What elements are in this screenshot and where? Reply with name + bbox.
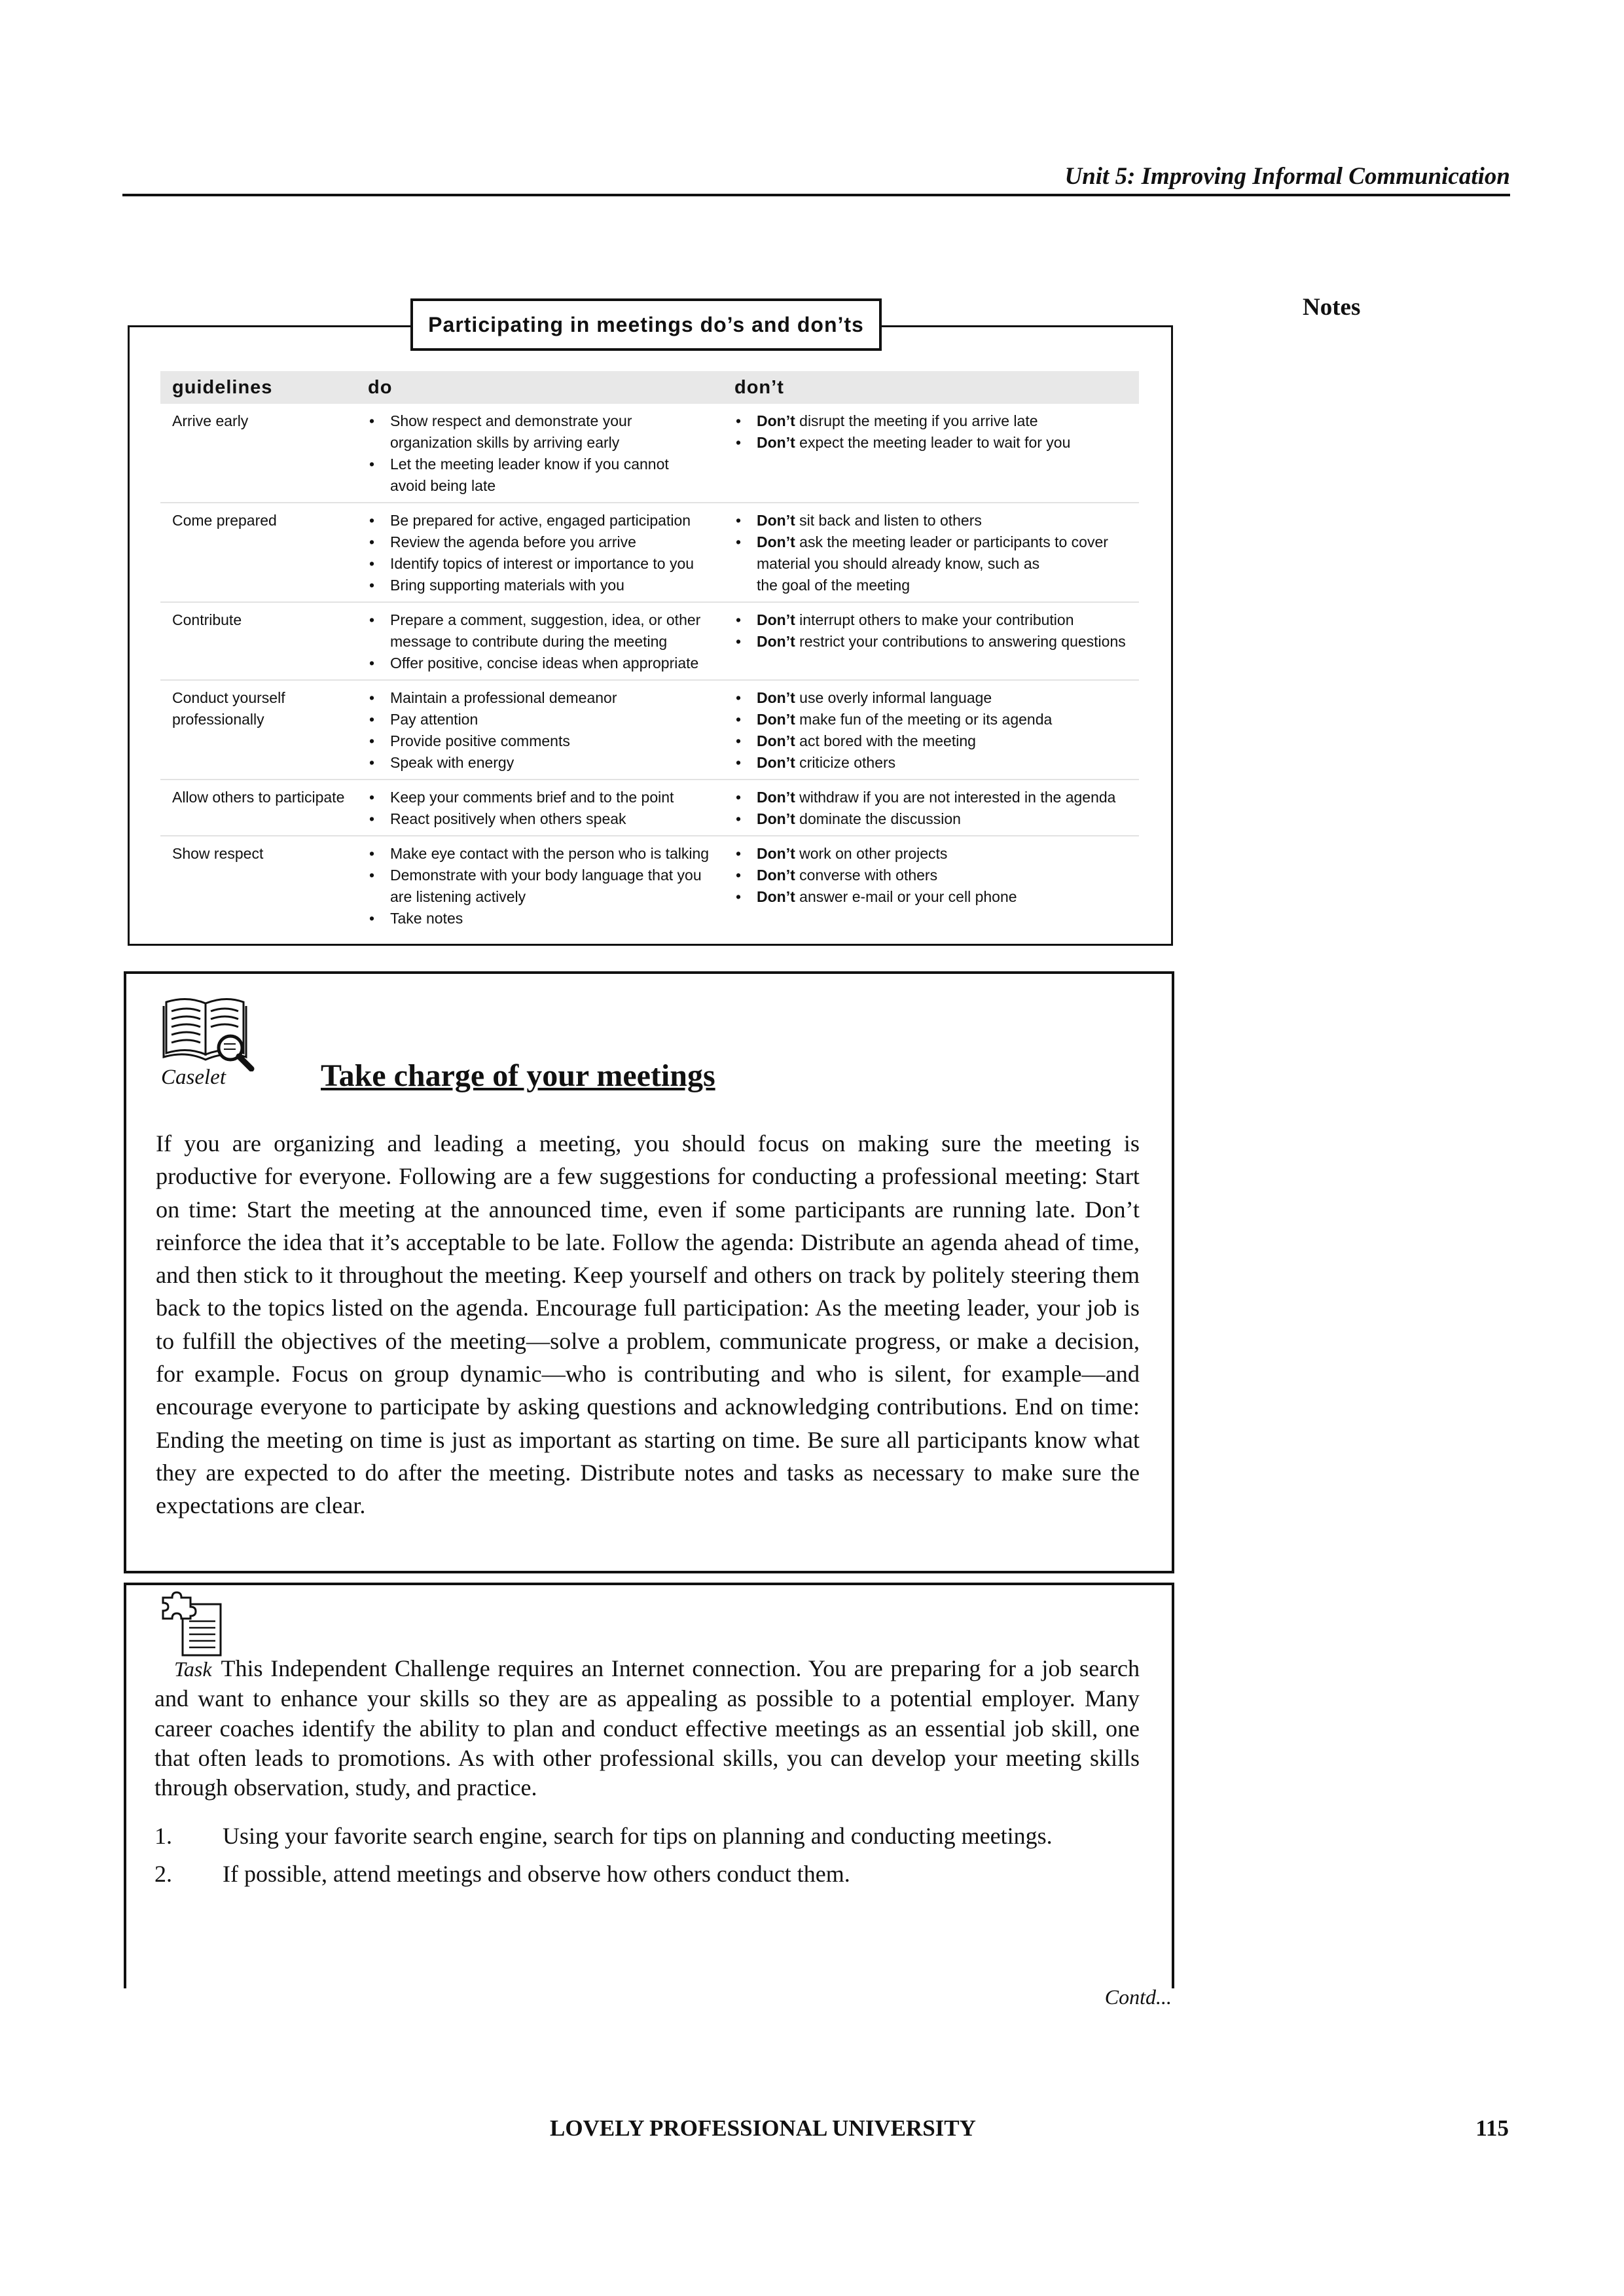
dont-item [734, 752, 1139, 774]
dont-item-text: use overly informal language [795, 689, 992, 706]
dont-cell [734, 787, 1139, 830]
dont-lead: Don’t [757, 867, 795, 884]
do-item-line: • Identify topics of interest or importance to you [390, 555, 695, 572]
task-label: Task [174, 1657, 212, 1681]
dont-item [734, 531, 1139, 596]
do-item-line: • Demonstrate with your body language that you [390, 867, 702, 884]
dont-item-text: make fun of the meeting or its agenda [795, 711, 1053, 728]
do-item [368, 575, 734, 596]
do-item-line: • Provide positive comments [390, 732, 570, 749]
dont-item-line [757, 609, 1139, 631]
do-cell [368, 410, 734, 497]
do-cell [368, 510, 734, 596]
do-item-line: are listening actively [390, 888, 526, 905]
do-item [368, 531, 734, 553]
column-header-dont: don’t [734, 376, 784, 398]
do-item-line: • Prepare a comment, suggestion, idea, or other [390, 611, 701, 628]
do-item-line: • Pay attention [390, 711, 478, 728]
book-magnifier-icon [162, 992, 255, 1071]
dont-lead: Don’t [757, 412, 795, 429]
dont-cell [734, 609, 1139, 674]
do-item [368, 709, 734, 730]
table-row [160, 780, 1139, 836]
dont-lead: Don’t [757, 888, 795, 905]
dont-item-text: withdraw if you are not interested in the agenda [795, 789, 1116, 806]
dont-item [734, 865, 1139, 886]
do-item-line: • Keep your comments brief and to the point [390, 789, 674, 806]
dont-item-line [757, 510, 1139, 531]
table-body [160, 404, 1139, 935]
dont-item [734, 510, 1139, 531]
do-item [368, 787, 734, 808]
notes-margin-label: Notes [1303, 294, 1361, 321]
do-item [368, 687, 734, 709]
dont-lead: Don’t [757, 845, 795, 862]
guideline-text: Contribute [172, 611, 242, 628]
dont-item [734, 709, 1139, 730]
dont-item [734, 432, 1139, 454]
do-item [368, 510, 734, 531]
do-item [368, 752, 734, 774]
task-item-number: 2. [154, 1861, 172, 1888]
dont-item-text: expect the meeting leader to wait for you [795, 434, 1071, 451]
dont-item-line [757, 752, 1139, 774]
guidelines-table [160, 371, 1139, 935]
dont-lead: Don’t [757, 732, 795, 749]
do-item-line: organization skills by arriving early [390, 434, 620, 451]
header-rule [122, 194, 1510, 196]
dont-cell [734, 410, 1139, 497]
dont-item [734, 886, 1139, 908]
dont-item-line [757, 886, 1139, 908]
dont-item-text: restrict your contributions to answering questions [795, 633, 1126, 650]
dont-lead: Don’t [757, 611, 795, 628]
do-item-line: • Review the agenda before you arrive [390, 533, 636, 550]
dont-item-text: ask the meeting leader or participants to cover [795, 533, 1108, 550]
do-item-line: • Show respect and demonstrate your [390, 412, 632, 429]
guideline-cell [160, 843, 368, 929]
guideline-text: Show respect [172, 845, 264, 862]
task-intro-paragraph [154, 1654, 1140, 1803]
running-header: Unit 5: Improving Informal Communication [1064, 163, 1510, 190]
dont-item-line [757, 410, 1139, 432]
task-list-item [154, 1820, 1140, 1852]
page-number: 115 [1475, 2115, 1509, 2141]
do-item-line: • Make eye contact with the person who is talking [390, 845, 710, 862]
dont-item-text: converse with others [795, 867, 938, 884]
do-item-line: • Speak with energy [390, 754, 514, 771]
table-header-row [160, 371, 1139, 404]
dont-item [734, 631, 1139, 653]
do-cell [368, 609, 734, 674]
caselet-body: If you are organizing and leading a meeting, you should focus on making sure the meeting is productive for everyone. Following are a few suggestions for conducting a professional meeting: Start on time: Start the meeting at the announced time, even if some participants are running late. Don’t reinforce the idea that it’s acceptable to be late. Follow the agenda: Distribute an agenda ahead of time, and then stick to it throughout the meeting. Keep yourself and others on track by politely steering them back to the topics listed on the agenda. Encourage full participation: As the meeting leader, your job is to fulfill the objectives of the meeting—solve a problem, communicate progress, or make a decision, for example. Focus on group dynamic—who is contributing and who is silent, for example—and encourage everyone to participate by asking questions and acknowledging contributions. End on time: Ending the meeting on time is just as important as starting on time. Be sure all participants know what they are expected to do after the meeting. Distribute notes and tasks as necessary to make sure the expectations are clear. [156, 1130, 1140, 1519]
do-item [368, 865, 734, 908]
guideline-text: Come prepared [172, 512, 277, 529]
do-item [368, 410, 734, 454]
dont-item-line [757, 687, 1139, 709]
dont-item-line [757, 709, 1139, 730]
do-item [368, 653, 734, 674]
do-item-line: • Take notes [390, 910, 463, 927]
do-item-line: • React positively when others speak [390, 810, 626, 827]
do-item [368, 843, 734, 865]
dont-lead: Don’t [757, 689, 795, 706]
do-item-line: • Offer positive, concise ideas when appropriate [390, 655, 699, 672]
dont-lead: Don’t [757, 810, 795, 827]
caselet-label: Caselet [161, 1066, 226, 1089]
dont-lead: Don’t [757, 434, 795, 451]
guideline-cell [160, 410, 368, 497]
do-cell [368, 843, 734, 929]
guideline-text: professionally [172, 711, 264, 728]
footer-university: LOVELY PROFESSIONAL UNIVERSITY [550, 2115, 976, 2141]
task-body [154, 1654, 1140, 1890]
dont-lead: Don’t [757, 533, 795, 550]
task-item-text: If possible, attend meetings and observe how others conduct them. [223, 1861, 850, 1888]
dont-item-line [757, 432, 1139, 454]
guideline-cell [160, 687, 368, 774]
do-item-line: • Let the meeting leader know if you cannot [390, 456, 669, 473]
guideline-cell [160, 510, 368, 596]
dont-item-text: the goal of the meeting [757, 577, 910, 594]
continued-note: Contd... [1104, 1985, 1172, 2009]
dont-item-line [757, 531, 1139, 553]
dont-cell [734, 843, 1139, 929]
dont-lead: Don’t [757, 512, 795, 529]
dont-item-text: work on other projects [795, 845, 948, 862]
dont-item-text: disrupt the meeting if you arrive late [795, 412, 1038, 429]
dont-item-text: act bored with the meeting [795, 732, 976, 749]
do-item [368, 609, 734, 653]
do-item [368, 553, 734, 575]
do-cell [368, 787, 734, 830]
dont-item-text: interrupt others to make your contribution [795, 611, 1074, 628]
task-list-item [154, 1857, 1140, 1890]
do-item [368, 808, 734, 830]
dont-item-text: material you should already know, such as [757, 555, 1040, 572]
table-row [160, 503, 1139, 603]
dont-item-line [757, 865, 1139, 886]
puzzle-document-icon [160, 1591, 226, 1658]
column-header-do: do [368, 376, 393, 398]
do-item [368, 908, 734, 929]
do-item-line: • Be prepared for active, engaged participation [390, 512, 691, 529]
dont-cell [734, 510, 1139, 596]
dont-lead: Don’t [757, 711, 795, 728]
dont-item [734, 843, 1139, 865]
dont-lead: Don’t [757, 789, 795, 806]
do-cell [368, 687, 734, 774]
dont-item [734, 730, 1139, 752]
table-row [160, 836, 1139, 935]
table-row [160, 404, 1139, 503]
column-header-guidelines: guidelines [172, 376, 273, 398]
dont-item [734, 787, 1139, 808]
table-row [160, 603, 1139, 681]
guideline-cell [160, 609, 368, 674]
dont-item [734, 687, 1139, 709]
dont-item-text: criticize others [795, 754, 896, 771]
guidelines-table-title: Participating in meetings do’s and don’ts [410, 298, 882, 351]
caselet-title: Take charge of your meetings [321, 1058, 715, 1093]
do-item-line: avoid being late [390, 477, 496, 494]
guideline-text: Allow others to participate [172, 789, 345, 806]
dont-item-line [757, 553, 1139, 575]
guideline-text: Conduct yourself [172, 689, 285, 706]
task-item-number: 1. [154, 1823, 172, 1850]
task-intro-text: This Independent Challenge requires an Internet connection. You are preparing for a job search and want to enhance your skills so they are as appealing as possible to a potential employer. Many career coaches identify the ability to plan and conduct effective meetings as an essential job skill, one that often leads to promotions. As with other professional skills, you can develop your meeting skills through observation, study, and practice. [154, 1655, 1140, 1801]
guideline-text: Arrive early [172, 412, 249, 429]
dont-item-line [757, 631, 1139, 653]
do-item [368, 730, 734, 752]
dont-item-line [757, 843, 1139, 865]
do-item [368, 454, 734, 497]
dont-lead: Don’t [757, 633, 795, 650]
dont-item-line [757, 808, 1139, 830]
dont-item [734, 609, 1139, 631]
guideline-cell [160, 787, 368, 830]
dont-item-line [757, 730, 1139, 752]
dont-item [734, 410, 1139, 432]
dont-item-text: sit back and listen to others [795, 512, 982, 529]
do-item-line: • Maintain a professional demeanor [390, 689, 617, 706]
do-item-line: • Bring supporting materials with you [390, 577, 624, 594]
dont-cell [734, 687, 1139, 774]
dont-lead: Don’t [757, 754, 795, 771]
dont-item-line [757, 575, 1139, 596]
task-item-text: Using your favorite search engine, search for tips on planning and conducting meetings. [223, 1823, 1053, 1850]
do-item-line: message to contribute during the meeting [390, 633, 668, 650]
table-row [160, 681, 1139, 780]
dont-item-text: dominate the discussion [795, 810, 961, 827]
dont-item-line [757, 787, 1139, 808]
dont-item [734, 808, 1139, 830]
dont-item-text: answer e-mail or your cell phone [795, 888, 1017, 905]
